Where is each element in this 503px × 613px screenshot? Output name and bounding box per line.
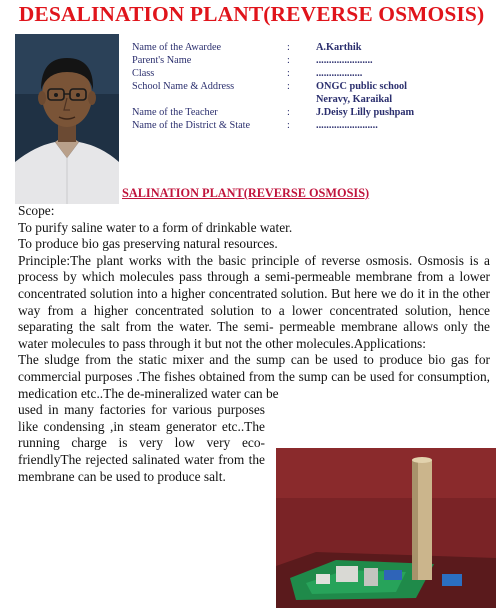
- info-label: Name of the District & State: [132, 120, 251, 131]
- info-label: School Name & Address: [132, 81, 235, 92]
- paragraph-scope-2: To produce bio gas preserving natural resources.: [18, 236, 278, 252]
- paragraph-applications-cont: used in many factories for various purposes like condensing ,in steam generator etc..The running charge is very low very eco-friendlyThe rejected salinated water from the membrane can be used to produce salt.: [18, 402, 265, 484]
- portrait-image: [15, 34, 119, 204]
- awardee-info: [132, 41, 492, 132]
- info-value: ......................: [316, 55, 373, 66]
- document-body: [18, 203, 490, 485]
- section-heading: SALINATION PLANT(REVERSE OSMOSIS): [122, 186, 370, 200]
- model-image: [276, 448, 496, 608]
- document-title: DESALINATION PLANT(REVERSE OSMOSIS): [18, 2, 485, 26]
- info-label: Parent's Name: [132, 55, 192, 66]
- info-label: [132, 93, 287, 106]
- info-colon: :: [287, 68, 290, 79]
- paragraph-scope-heading: Scope:: [18, 203, 55, 218]
- info-label: Name of the Awardee: [132, 42, 222, 53]
- info-value: ONGC public school: [316, 81, 407, 92]
- info-value: ........................: [316, 120, 378, 131]
- info-value: Neravy, Karaikal: [316, 94, 393, 105]
- info-value: J.Deisy Lilly pushpam: [316, 107, 415, 118]
- info-label: Class: [132, 68, 155, 79]
- info-row-class: [132, 67, 492, 80]
- info-row-awardee: [132, 41, 492, 54]
- info-colon: :: [287, 55, 290, 66]
- info-row-school: [132, 80, 492, 93]
- info-row-school-address: [132, 93, 492, 106]
- awardee-photo: [15, 34, 119, 204]
- paragraph-principle: Principle:The plant works with the basic principle of reverse osmosis. Osmosis is a process by which molecules pass through a semi-permeable membrane from a lower concentrated solution into a higher concentrated solution. But here we do it in the other way from a higher concentrated solution to a lower concentrated solution, hence separating the salt from the water. The semi- permeable membrane allows only the water molecules to pass through it but not the other molecules.Applications:: [18, 252, 490, 351]
- plant-model-photo: [276, 448, 496, 608]
- info-colon: :: [287, 81, 290, 92]
- info-label: Name of the Teacher: [132, 107, 218, 118]
- info-row-district: [132, 119, 492, 132]
- paragraph-applications: The sludge from the static mixer and the sump can be used to produce bio gas for commercial purposes .The fishes obtained from the sump can be used for consumption, medication etc..The de-mineralized water can be: [18, 352, 490, 401]
- info-colon: :: [287, 107, 290, 118]
- info-value: A.Karthik: [316, 42, 362, 53]
- info-row-parent: [132, 54, 492, 67]
- info-colon: :: [287, 120, 290, 131]
- info-value: ..................: [316, 68, 363, 79]
- info-colon: [287, 93, 316, 106]
- info-colon: :: [287, 42, 290, 53]
- paragraph-scope-1: To purify saline water to a form of drinkable water.: [18, 219, 293, 235]
- info-row-teacher: [132, 106, 492, 119]
